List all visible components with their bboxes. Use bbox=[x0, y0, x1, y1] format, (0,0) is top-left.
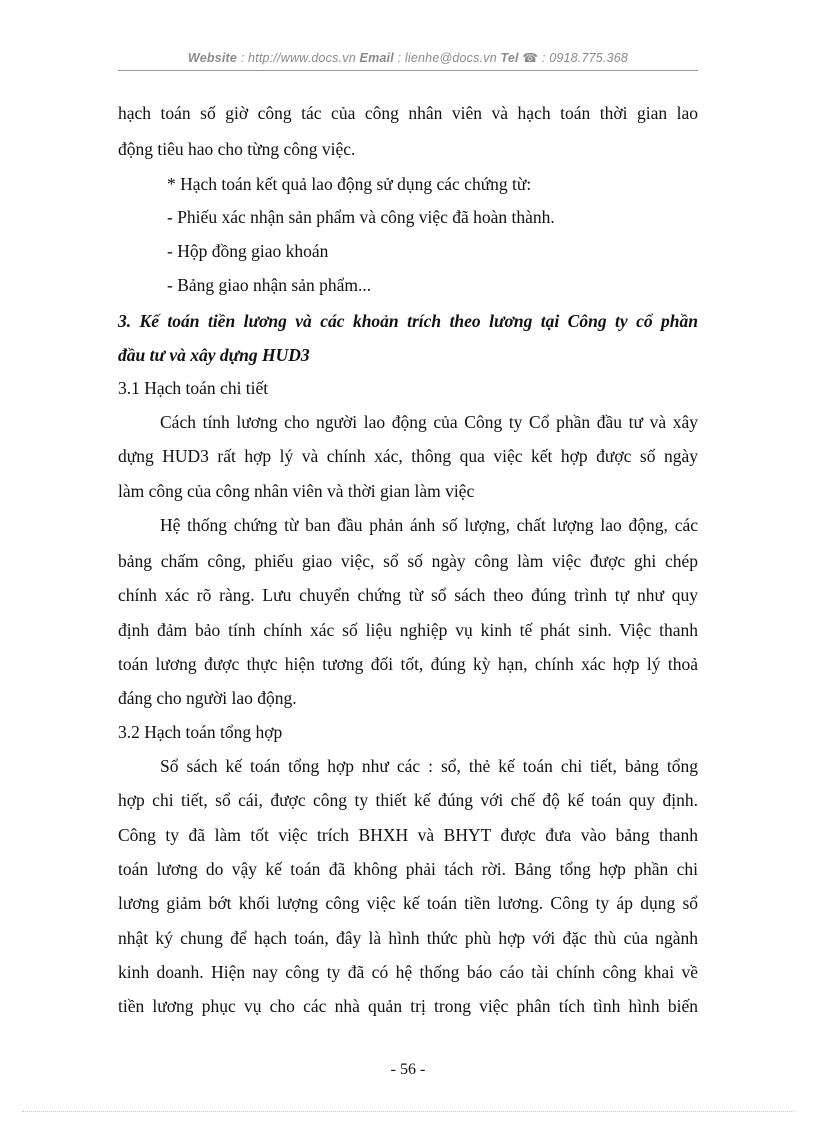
page-border-dotted bbox=[22, 1111, 794, 1112]
text-line: toán lương do vậy kế toán đã không phải tách rời. Bảng tổng hợp phần chi bbox=[118, 859, 698, 879]
tel-value: ☎ : 0918.775.368 bbox=[518, 51, 629, 65]
list-item: - Phiếu xác nhận sản phẩm và công việc đã hoàn thành. bbox=[167, 207, 555, 227]
list-item: - Hộp đồng giao khoán bbox=[167, 241, 329, 261]
website-value: : http://www.docs.vn bbox=[237, 51, 360, 65]
text-line: đáng cho người lao động. bbox=[118, 688, 297, 708]
text-line: toán lương được thực hiện tương đối tốt, đúng kỳ hạn, chính xác hợp lý thoả bbox=[118, 654, 698, 674]
subsection-heading: 3.2 Hạch toán tổng hợp bbox=[118, 722, 283, 742]
header-rule bbox=[118, 70, 698, 71]
page-header bbox=[118, 50, 698, 65]
text-line: chính xác rõ ràng. Lưu chuyển chứng từ sổ sách theo đúng trình tự như quy bbox=[118, 585, 698, 605]
text-line: dựng HUD3 rất hợp lý và chính xác, thông qua việc kết hợp được số ngày bbox=[118, 446, 698, 466]
text-line: kinh doanh. Hiện nay công ty đã có hệ thống báo cáo tài chính công khai về bbox=[118, 962, 698, 982]
text-line: làm công của công nhân viên và thời gian làm việc bbox=[118, 481, 475, 501]
section-heading-cont: đầu tư và xây dựng HUD3 bbox=[118, 345, 310, 365]
text-line: định đảm bảo tính chính xác số liệu nghiệp vụ kinh tế phát sinh. Việc thanh bbox=[118, 620, 698, 640]
website-label: Website bbox=[187, 51, 238, 65]
text-line: Công ty đã làm tốt việc trích BHXH và BHYT được đưa vào bảng thanh bbox=[118, 825, 698, 845]
email-value: : lienhe@docs.vn bbox=[393, 51, 501, 65]
text-line: Hệ thống chứng từ ban đầu phản ánh số lượng, chất lượng lao động, các bbox=[160, 515, 698, 535]
tel-label: Tel bbox=[500, 51, 519, 65]
text-line: * Hạch toán kết quả lao động sử dụng các chứng từ: bbox=[167, 174, 532, 194]
text-line: Sổ sách kế toán tổng hợp như các : sổ, thẻ kế toán chi tiết, bảng tổng bbox=[160, 756, 698, 776]
email-label: Email bbox=[359, 51, 394, 65]
text-line: Cách tính lương cho người lao động của Công ty Cổ phần đầu tư và xây bbox=[160, 412, 698, 432]
section-heading: 3. Kế toán tiền lương và các khoản trích theo lương tại Công ty cổ phần bbox=[118, 311, 698, 331]
text-line: bảng chấm công, phiếu giao việc, sổ số ngày công làm việc được ghi chép bbox=[118, 551, 698, 571]
text-line: tiền lương phục vụ cho các nhà quản trị trong việc phân tích tình hình biến bbox=[118, 996, 698, 1016]
subsection-heading: 3.1 Hạch toán chi tiết bbox=[118, 378, 269, 398]
text-line: động tiêu hao cho từng công việc. bbox=[118, 139, 356, 159]
text-line: lương giảm bớt khối lượng công việc kế toán tiền lương. Công ty áp dụng sổ bbox=[118, 893, 698, 913]
text-line: hợp chi tiết, sổ cái, được công ty thiết kế đúng với chế độ kế toán quy định. bbox=[118, 790, 698, 810]
text-line: hạch toán số giờ công tác của công nhân viên và hạch toán thời gian lao bbox=[118, 103, 698, 123]
page-number: - 56 - bbox=[390, 1061, 426, 1078]
list-item: - Bảng giao nhận sản phẩm... bbox=[167, 275, 372, 295]
text-line: nhật ký chung để hạch toán, đây là hình thức phù hợp với đặc thù của ngành bbox=[118, 928, 698, 948]
